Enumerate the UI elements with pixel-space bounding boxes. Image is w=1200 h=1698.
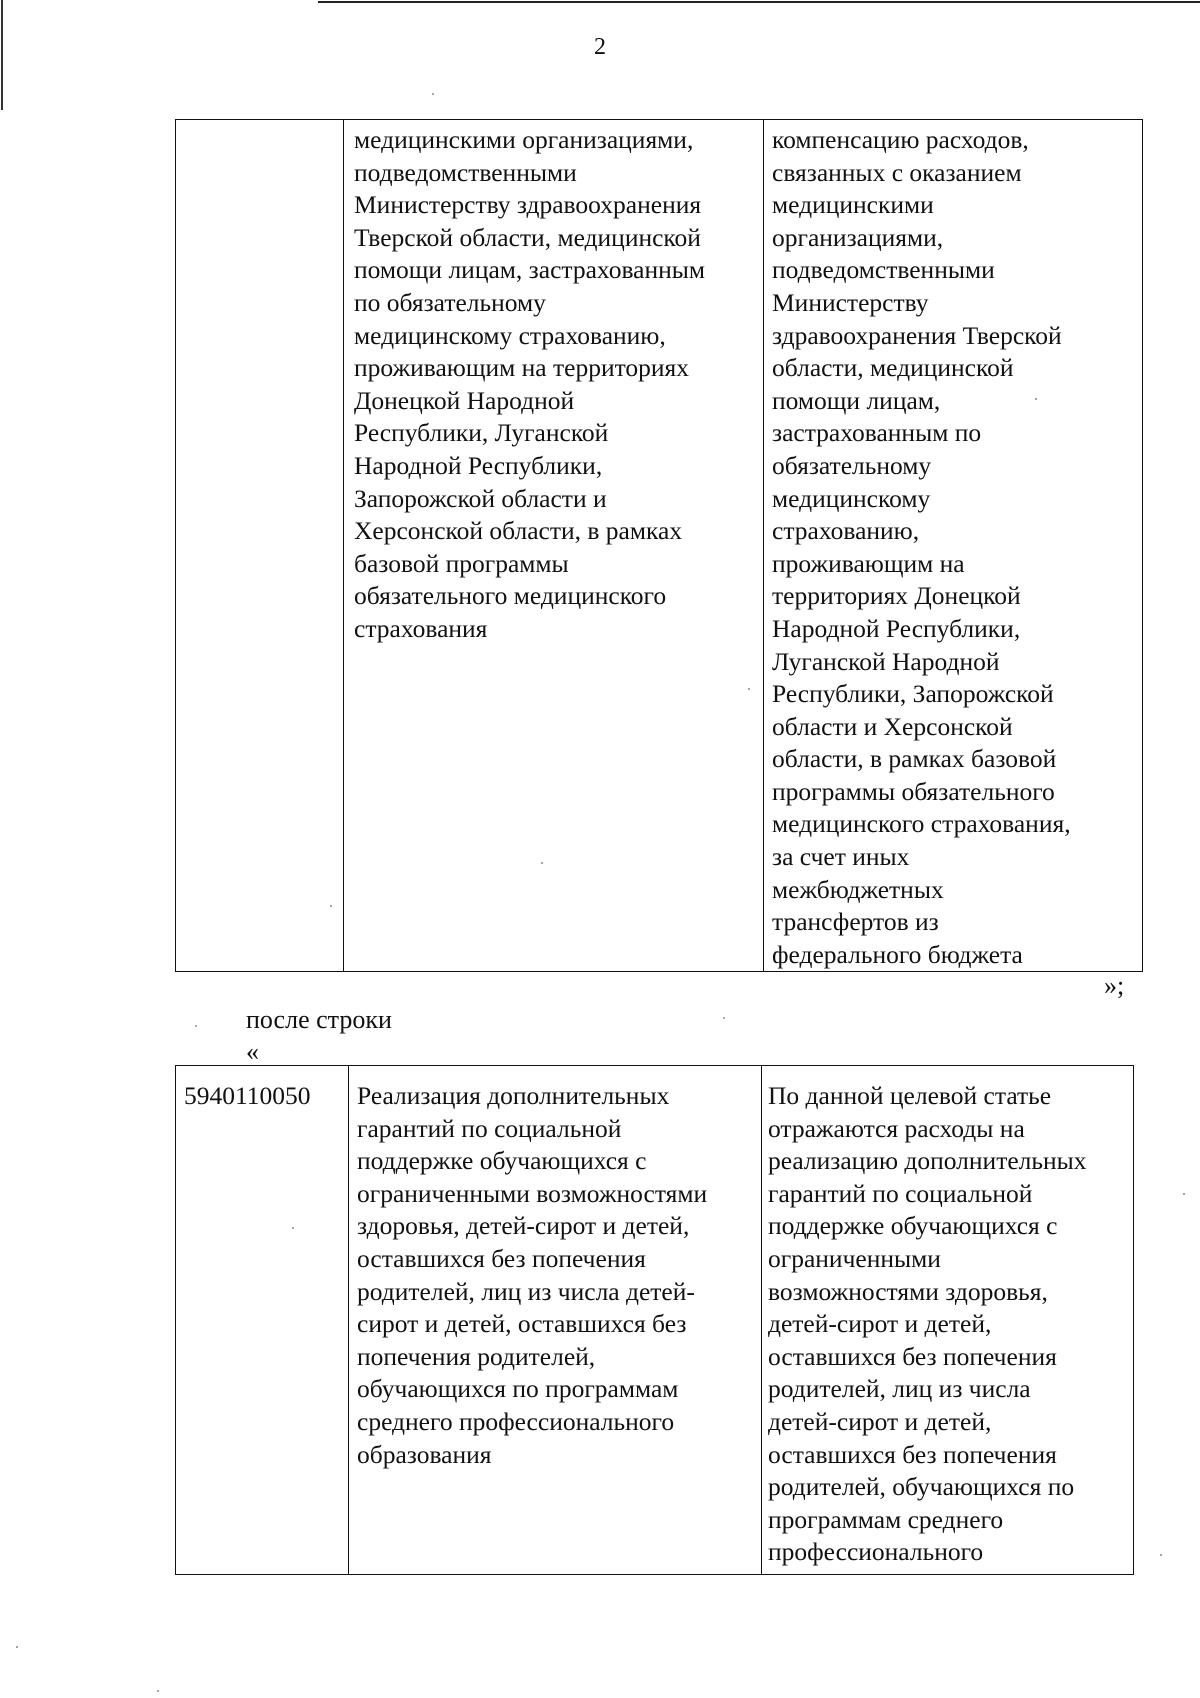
scan-speck [330,905,332,907]
description-cell: По данной целевой статье отражаются расходы на реализацию дополнительных гарантий по социальной поддержке обучающихся с ограниченными возможностями здоровья, детей-сирот и детей, оставшихся без попечения родителей, лиц из числа детей-сирот и детей, оставшихся без попечения родителей, обучающихся по программам среднего профессионального [762,1066,1134,1575]
code-cell: 5940110050 [176,1066,349,1575]
table-row [176,120,1143,972]
scan-speck [748,688,750,690]
page-number: 2 [594,34,606,60]
scan-speck [157,1690,159,1692]
description-cell: компенсацию расходов, связанных с оказанием медицинскими организациями, подведомственными Министерству здравоохранения Тверской области, медицинской помощи лицам, застрахованным по обязательному медицинскому страхованию, проживающим на территориях Донецкой Народной Республики, Луганской Народной Республики, Запорожской области и Херсонской области, в рамках базовой программы обязательного медицинского страхования, за счет иных межбюджетных трансфертов из федерального бюджета [764,120,1143,972]
name-cell: Реализация дополнительных гарантий по социальной поддержке обучающихся с ограниченными возможностями здоровья, детей-сирот и детей, оставшихся без попечения родителей, лиц из числа детей- сирот и детей, оставшихся без попечения родителей, обучающихся по программам среднего профессионального образования [349,1066,762,1575]
inserted-row-table [175,1065,1134,1575]
scan-speck [195,1025,197,1027]
after-row-text: после строки [246,1005,392,1034]
opening-quote: « [246,1037,259,1066]
table-row [176,1066,1134,1575]
continued-table [175,119,1143,972]
closing-quote: »; [1104,971,1125,1000]
scan-speck [16,1646,18,1648]
scan-speck [723,1017,725,1019]
scan-top-edge-line [318,1,1200,3]
scan-speck [1160,1554,1162,1556]
scan-speck [292,1227,294,1229]
scan-speck [541,862,543,864]
name-cell: медицинскими организациями, подведомственными Министерству здравоохранения Тверской области, медицинской помощи лицам, застрахованным по обязательному медицинскому страхованию, проживающим на территориях Донецкой Народной Республики, Луганской Народной Республики, Запорожской области и Херсонской области, в рамках базовой программы обязательного медицинского страхования [344,120,764,972]
scan-speck [432,93,434,95]
scan-speck [1183,1193,1185,1195]
code-cell [176,120,344,972]
scan-speck [1035,398,1037,400]
